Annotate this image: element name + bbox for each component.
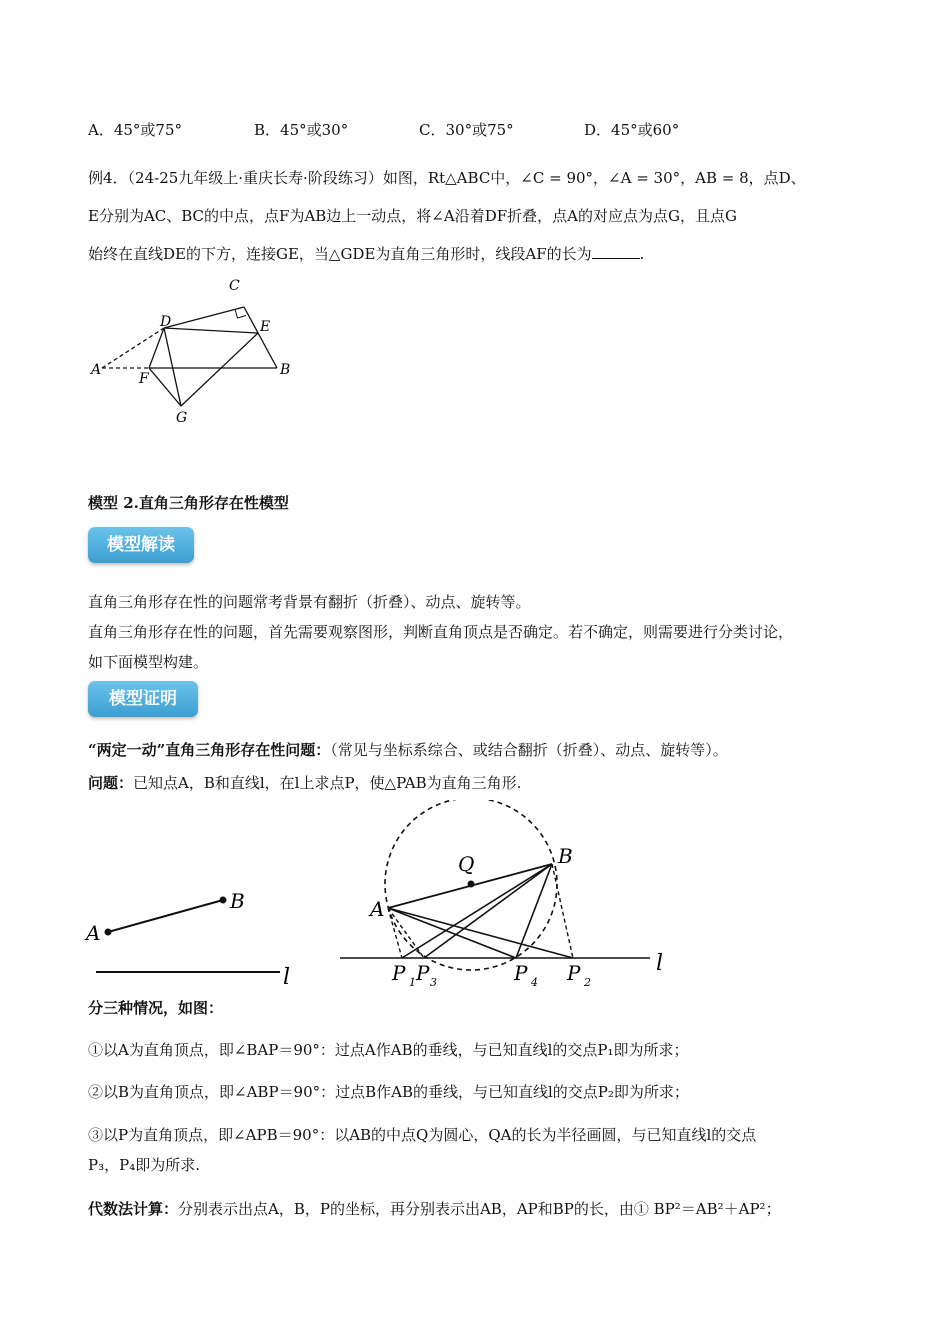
- option-b: B．45°或30°: [254, 121, 349, 139]
- label-p2-sub: 2: [584, 976, 591, 989]
- model2-para2b: 如下面模型构建。: [88, 653, 209, 671]
- option-c: C．30°或75°: [419, 121, 514, 139]
- case-3a: ③以P为直角顶点，即∠APB＝90°：以AB的中点Q为圆心，QA的长为半径画圆，与已知直线l的交点: [88, 1126, 757, 1144]
- case-2: ②以B为直角顶点，即∠ABP＝90°：过点B作AB的垂线，与已知直线l的交点P₂即为所求；: [88, 1083, 689, 1101]
- algebra-rest: 分别表示出点A，B，P的坐标，再分别表示出AB，AP和BP的长，由① BP²＝AB²＋AP²；: [178, 1200, 781, 1218]
- points-line-figure: [80, 880, 300, 990]
- segment-ap2: [388, 908, 573, 958]
- segment-dg: [164, 328, 181, 406]
- label-g: G: [176, 410, 188, 426]
- model2-heading: 模型 2.直角三角形存在性模型: [88, 494, 289, 512]
- model2-title-bold: “两定一动”直角三角形存在性问题：: [88, 741, 331, 759]
- model2-problem: [88, 772, 521, 793]
- label-d: D: [160, 314, 172, 330]
- segment-bp2-dashed: [552, 864, 573, 958]
- model-interpret-badge: 模型解读: [88, 527, 194, 563]
- label-a: A: [91, 362, 102, 378]
- example4-line2: E分别为AC、BC的中点，点F为AB边上一动点，将∠A沿着DF折叠，点A的对应点为点G，且点G: [88, 207, 737, 225]
- label-l: l: [656, 951, 664, 976]
- label-a: A: [370, 897, 385, 921]
- segment-de: [164, 328, 258, 333]
- label-b: B: [558, 844, 573, 868]
- point-a: [105, 929, 112, 936]
- label-p2: P: [567, 961, 581, 985]
- segment-cb: [244, 307, 277, 368]
- label-q: Q: [458, 852, 475, 876]
- label-a: A: [86, 921, 101, 945]
- algebra-line: [88, 1198, 781, 1219]
- label-p1-sub: 1: [409, 976, 416, 989]
- label-p4-sub: 4: [531, 976, 538, 989]
- point-q: [468, 881, 475, 888]
- label-p3-sub: 3: [430, 976, 437, 989]
- segment-ab: [108, 900, 223, 932]
- segment-bp1: [402, 864, 552, 958]
- answer-blank: [592, 244, 640, 259]
- label-l: l: [283, 965, 291, 990]
- model2-para2a: 直角三角形存在性的问题，首先需要观察图形，判断直角顶点是否确定。若不确定，则需要进行分类讨论，: [88, 623, 794, 641]
- model2-problem-rest: 已知点A，B和直线l，在l上求点P，使△PAB为直角三角形.: [133, 774, 522, 792]
- segment-ap4: [388, 908, 516, 958]
- right-triangle-cases-figure: [330, 800, 680, 995]
- label-f: F: [139, 371, 149, 387]
- model-proof-badge: 模型证明: [88, 681, 198, 717]
- label-p1: P: [392, 961, 406, 985]
- segment-df: [149, 328, 164, 368]
- label-b: B: [230, 889, 245, 913]
- algebra-bold: 代数法计算：: [88, 1200, 179, 1218]
- example4-line3-text: 始终在直线DE的下方，连接GE，当△GDE为直角三角形时，线段AF的长为: [88, 245, 592, 263]
- right-angle-mark: [235, 309, 246, 318]
- label-p4: P: [514, 961, 528, 985]
- example4-line3: [88, 243, 644, 264]
- option-a: A．45°或75°: [88, 121, 183, 139]
- label-c: C: [229, 278, 240, 294]
- example4-line1: 例4．（24-25九年级上·重庆长寿·阶段练习）如图，Rt△ABC中，∠C = 90°，∠A = 30°，AB = 8，点D、: [88, 169, 806, 187]
- segment-ge: [181, 333, 258, 406]
- label-e: E: [260, 319, 271, 335]
- label-p3: P: [416, 961, 430, 985]
- model2-title: [88, 739, 728, 760]
- segment-ad-dashed: [102, 328, 164, 368]
- label-b: B: [280, 362, 291, 378]
- example4-line3-end: .: [639, 245, 645, 263]
- triangle-fold-figure: [80, 270, 310, 430]
- point-b: [220, 897, 227, 904]
- model2-title-rest: （常见与坐标系综合、或结合翻折（折叠）、动点、旋转等）。: [330, 741, 728, 759]
- cases-heading: 分三种情况，如图：: [88, 999, 224, 1017]
- option-d: D．45°或60°: [584, 121, 680, 139]
- case-3b: P₃，P₄即为所求.: [88, 1156, 200, 1174]
- model2-problem-bold: 问题：: [88, 774, 134, 792]
- segment-dc: [164, 307, 244, 328]
- case-1: ①以A为直角顶点，即∠BAP＝90°：过点A作AB的垂线，与已知直线l的交点P₁即为所求；: [88, 1041, 689, 1059]
- model2-para1: 直角三角形存在性的问题常考背景有翻折（折叠）、动点、旋转等。: [88, 593, 531, 611]
